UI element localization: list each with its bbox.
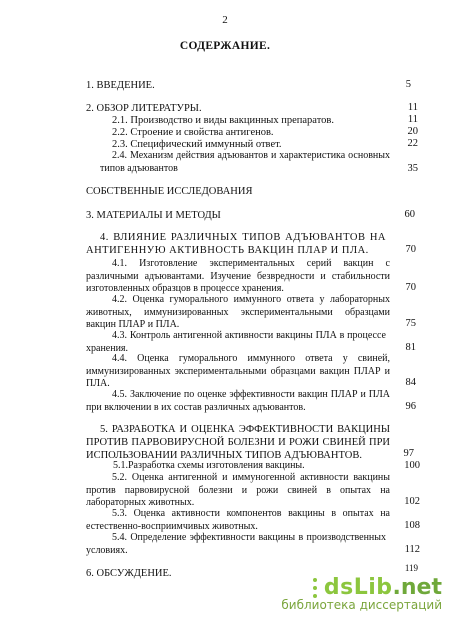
section-header-own-research: СОБСТВЕННЫЕ ИССЛЕДОВАНИЯ [86,186,253,197]
toc-entry-2-2: 2.2. Строение и свойства антигенов. [112,127,274,138]
toc-entry-5-1: 5.1.Разработка схемы изготовления вакцины. [113,460,305,471]
toc-entry-4-3: 4.3. Контроль антигенной активности вакцины ПЛА в процессе хранения. [86,330,386,354]
toc-entry-2-1: 2.1. Производство и виды вакцинных препаратов. [112,115,334,126]
toc-page-4-1: 70 [405,282,416,293]
toc-entry-4-2: 4.2. Оценка гуморального иммунного ответа у лабораторных животных, иммунизированных экспериментальными образцами вакцин ПЛАР и ПЛА. [86,294,390,330]
toc-page-5-1: 100 [404,460,420,471]
toc-page-2-4: 35 [407,163,418,174]
toc-page-2-3: 22 [407,138,418,149]
toc-page-chapter-4: 70 [405,244,416,255]
watermark-logo-suffix: .net [392,574,442,600]
watermark-logo: dsLib [323,574,393,600]
toc-entry-4-1: 4.1. Изготовление экспериментальных серий вакцин с различными адъювантами. Изучение безвредности и стабильности изготовленных образцов в процессе хранения. [86,258,390,294]
toc-entry-4-5: 4.5. Заключение по оценке эффективности вакцин ПЛАР и ПЛА при включении в их состав различных адъювантов. [86,389,390,413]
toc-entry-chapter-4: 4. ВЛИЯНИЕ РАЗЛИЧНЫХ ТИПОВ АДЪЮВАНТОВ НА АНТИГЕННУЮ АКТИВНОСТЬ ВАКЦИН ПЛАР И ПЛА. [86,232,386,256]
dots-icon [310,574,320,600]
toc-entry-4-4: 4.4. Оценка гуморального иммунного ответа у свиней, иммунизированных экспериментальными образцами вакцин ПЛАР и ПЛА. [86,353,390,389]
toc-page-4-2: 75 [405,318,416,329]
toc-entry-5-4: 5.4. Определение эффективности вакцины в производственных условиях. [86,532,386,556]
watermark-subtitle: библиотека диссертаций [281,598,442,612]
toc-entry-2-4: 2.4. Механизм действия адъювантов и характеристика основных типов адъювантов [100,150,390,174]
toc-page-2-1: 11 [407,114,418,125]
toc-title: СОДЕРЖАНИЕ. [179,40,271,52]
toc-entry-introduction: 1. ВВЕДЕНИЕ. [86,80,155,91]
toc-entry-5-3: 5.3. Оценка активности компонентов вакцины в опытах на естественно-восприимчивых животных. [86,508,390,532]
toc-entry-discussion: 6. ОБСУЖДЕНИЕ. [86,568,172,579]
toc-entry-materials-methods: 3. МАТЕРИАЛЫ И МЕТОДЫ [86,210,221,221]
toc-page-literature-review: 11 [407,102,418,113]
toc-page-introduction: 5 [405,79,411,90]
toc-page-materials-methods: 60 [404,209,415,220]
toc-page-chapter-5: 97 [403,448,414,459]
toc-page-5-4: 112 [404,544,420,555]
toc-page-discussion: 119 [404,563,418,573]
toc-page-4-4: 84 [405,377,416,388]
toc-entry-2-3: 2.3. Специфический иммунный ответ. [112,139,282,150]
toc-entry-literature-review: 2. ОБЗОР ЛИТЕРАТУРЫ. [86,103,202,114]
page-number: 2 [222,14,228,26]
dslib-watermark [281,574,442,612]
toc-page-4-5: 96 [405,401,416,412]
toc-entry-5-2: 5.2. Оценка антигенной и иммуногенной активности вакцины против парвовирусной болезни и рожи свиней в опытах на лабораторных животных. [86,472,390,508]
toc-entry-chapter-5: 5. РАЗРАБОТКА И ОЦЕНКА ЭФФЕКТИВНОСТИ ВАКЦИНЫ ПРОТИВ ПАРВОВИРУСНОЙ БОЛЕЗНИ И РОЖИ СВИНЕЙ ПРИ ИСПОЛЬЗОВАНИИ РАЗЛИЧНЫХ ТИПОВ АДЪЮВАНТОВ. [86,424,390,461]
toc-page-2-2: 20 [407,126,418,137]
toc-page-4-3: 81 [405,342,416,353]
toc-page-5-3: 108 [404,520,420,531]
toc-page-5-2: 102 [404,496,420,507]
